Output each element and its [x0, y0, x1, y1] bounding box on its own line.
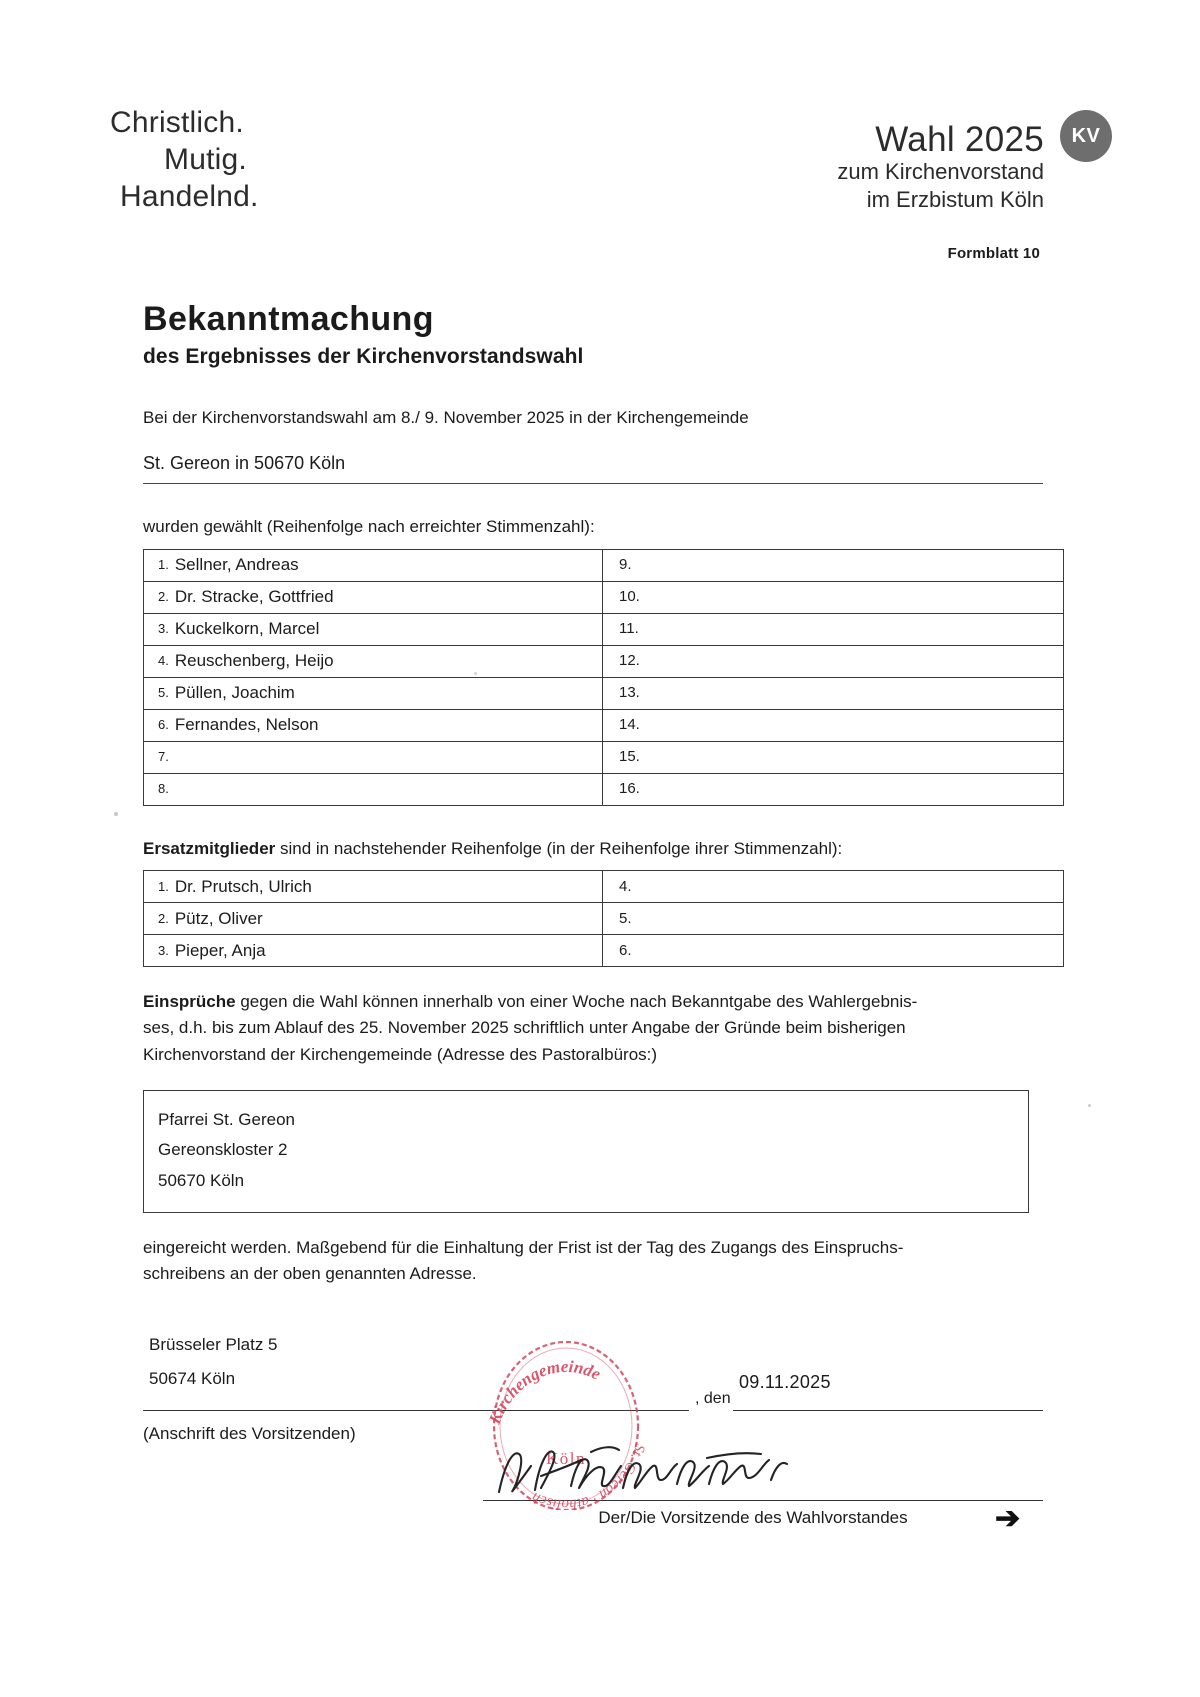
parish-stamp [475, 1338, 657, 1510]
row-number: 10. [619, 588, 640, 606]
elected-cell-left [144, 677, 603, 709]
claim-line-1: Christlich. [110, 106, 244, 139]
elected-cell-right [603, 549, 1064, 581]
election-subtitle-2: im Erzbistum Köln [866, 187, 1044, 213]
row-number: 2. [158, 589, 169, 605]
table-row [144, 741, 1064, 773]
table-row [144, 613, 1064, 645]
elected-cell-right [603, 613, 1064, 645]
row-number: 16. [619, 780, 640, 798]
row-number: 1. [158, 878, 169, 894]
elected-cell-left [144, 709, 603, 741]
substitute-cell-left [144, 871, 603, 903]
row-number: 8. [158, 781, 169, 797]
substitute-cell-left [144, 935, 603, 967]
kv-logo-badge [1060, 110, 1112, 162]
table-row [144, 935, 1064, 967]
address-line-1: Pfarrei St. Gereon [158, 1110, 296, 1130]
row-number: 3. [158, 621, 169, 637]
member-name: Kuckelkorn, Marcel [174, 619, 320, 639]
row-number: 12. [619, 652, 640, 670]
elected-cell-right [603, 677, 1064, 709]
elected-cell-right [603, 645, 1064, 677]
substitutes-lead-text [143, 836, 1043, 862]
member-name: Fernandes, Nelson [174, 715, 319, 735]
substitutes-lead-bold: Ersatzmitglieder [143, 838, 276, 858]
elected-table-body [144, 549, 1064, 805]
member-name: Reuschenberg, Heijo [174, 651, 334, 671]
election-subtitle-1: zum Kirchenvorstand [837, 159, 1044, 185]
svg-text:Köln: Köln [546, 1448, 586, 1468]
substitute-cell-left [144, 903, 603, 935]
address-line-2: Gereonskloster 2 [158, 1140, 288, 1160]
pastoral-office-address-box [143, 1090, 1029, 1213]
row-number: 1. [158, 557, 169, 573]
elected-cell-right [603, 741, 1064, 773]
chair-address-label: (Anschrift des Vorsitzenden) [143, 1423, 356, 1443]
row-number: 13. [619, 684, 640, 702]
row-number: 4. [619, 877, 632, 895]
closing-paragraph [143, 1235, 1043, 1288]
elected-cell-right [603, 709, 1064, 741]
substitute-cell-right [603, 935, 1064, 967]
elected-cell-left [144, 773, 603, 805]
row-number: 6. [158, 717, 169, 733]
claim-line-3: Handelnd. [120, 180, 259, 214]
elected-cell-left [144, 581, 603, 613]
row-number: 2. [158, 910, 169, 926]
member-name: Pieper, Anja [174, 940, 266, 960]
scan-speck [1088, 1104, 1091, 1107]
member-name: Dr. Prutsch, Ulrich [174, 876, 312, 896]
closing-line-1: eingereicht werden. Maßgebend für die Einhaltung der Frist ist der Tag des Zugangs des Einspruchs- [143, 1237, 904, 1257]
elected-lead-text: wurden gewählt (Reihenfolge nach erreichter Stimmenzahl): [143, 517, 595, 537]
row-number: 15. [619, 748, 640, 766]
row-number: 14. [619, 716, 640, 734]
chair-address-line-1: Brüsseler Platz 5 [149, 1334, 278, 1354]
substitute-cell-right [603, 871, 1064, 903]
objection-paragraph [143, 989, 1043, 1068]
page-subtitle: des Ergebnisses der Kirchenvorstandswahl [143, 345, 584, 368]
date-rule [733, 1410, 1043, 1411]
kv-badge-label: KV [1071, 124, 1101, 147]
closing-line-2: schreibens an der oben genannten Adresse. [143, 1264, 477, 1284]
table-row [144, 677, 1064, 709]
table-row [144, 773, 1064, 805]
election-title: Wahl 2025 [875, 120, 1044, 159]
document-body [143, 300, 1043, 1558]
brand-claim [110, 104, 259, 216]
form-number: Formblatt 10 [947, 245, 1040, 262]
elected-cell-right [603, 581, 1064, 613]
table-row [144, 549, 1064, 581]
intro-paragraph: Bei der Kirchenvorstandswahl am 8./ 9. November 2025 in der Kirchengemeinde [143, 408, 749, 427]
row-number: 5. [158, 685, 169, 701]
table-row [144, 903, 1064, 935]
row-number: 4. [158, 653, 169, 669]
elected-cell-left [144, 549, 603, 581]
scan-speck [474, 672, 477, 675]
election-header [837, 122, 1044, 214]
svg-text:Kirchengemeinde: Kirchengemeinde [484, 1356, 604, 1427]
objection-bold: Einsprüche [143, 992, 236, 1012]
objection-line-3: Kirchenvorstand der Kirchengemeinde (Adresse des Pastoralbüros:) [143, 1044, 658, 1064]
substitute-members-table [143, 870, 1064, 967]
svg-text:St. Gereon · atholisch: St. Gereon · atholisch [529, 1441, 648, 1510]
substitute-cell-right [603, 903, 1064, 935]
signature-block [143, 1328, 1043, 1558]
row-number: 11. [619, 620, 639, 638]
member-name: Pütz, Oliver [174, 908, 263, 928]
row-number: 9. [619, 556, 632, 574]
signature-date: 09.11.2025 [739, 1371, 831, 1392]
handwritten-signature [495, 1440, 825, 1502]
elected-members-table [143, 549, 1064, 806]
member-name: Dr. Stracke, Gottfried [174, 587, 334, 607]
chair-address-rule [143, 1410, 689, 1411]
row-number: 6. [619, 941, 632, 959]
signature-caption: Der/Die Vorsitzende des Wahlvorstandes [598, 1507, 908, 1527]
elected-cell-right [603, 773, 1064, 805]
elected-cell-left [144, 741, 603, 773]
substitutes-table-body [144, 871, 1064, 967]
elected-cell-left [144, 645, 603, 677]
table-row [144, 645, 1064, 677]
member-name: Püllen, Joachim [174, 683, 295, 703]
chair-address [149, 1328, 278, 1396]
table-row [144, 581, 1064, 613]
table-row [144, 709, 1064, 741]
objection-line-2: ses, d.h. bis zum Ablauf des 25. November 2025 schriftlich unter Angabe der Gründe beim bisherigen [143, 1018, 906, 1038]
page-title: Bekanntmachung [143, 300, 434, 338]
substitutes-lead-rest: sind in nachstehender Reihenfolge (in der Reihenfolge ihrer Stimmenzahl): [275, 838, 843, 858]
date-prefix-label: , den [695, 1389, 731, 1407]
row-number: 7. [158, 749, 169, 765]
member-name: Sellner, Andreas [174, 555, 299, 575]
parish-field: St. Gereon in 50670 Köln [143, 453, 1043, 484]
objection-line-1: gegen die Wahl können innerhalb von einer Woche nach Bekanntgabe des Wahlergebnis- [235, 992, 918, 1012]
table-row [144, 871, 1064, 903]
chair-address-line-2: 50674 Köln [149, 1368, 236, 1388]
scan-speck [114, 812, 118, 816]
address-line-3: 50670 Köln [158, 1170, 245, 1190]
claim-line-2: Mutig. [164, 143, 247, 177]
row-number: 5. [619, 909, 632, 927]
next-page-arrow-icon: ➔ [995, 1501, 1021, 1535]
elected-cell-left [144, 613, 603, 645]
row-number: 3. [158, 942, 169, 958]
signature-rule [483, 1500, 1043, 1501]
